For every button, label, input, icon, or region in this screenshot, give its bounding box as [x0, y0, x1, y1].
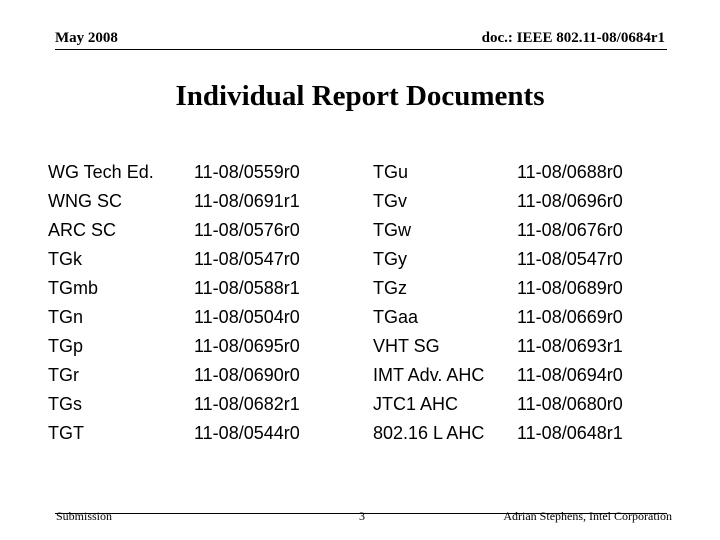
- document-number: 11-08/0691r1: [194, 191, 300, 211]
- group-label: TGaa: [373, 307, 419, 327]
- group-label: ARC SC: [48, 220, 117, 240]
- document-number: 11-08/0576r0: [194, 220, 300, 240]
- document-number: 11-08/0588r1: [194, 278, 300, 298]
- footer-author: Adrian Stephens, Intel Corporation: [503, 509, 672, 523]
- document-number: 11-08/0693r1: [517, 336, 623, 356]
- document-number: 11-08/0695r0: [194, 336, 300, 356]
- document-number: 11-08/0676r0: [517, 220, 623, 240]
- right-groups-list: [373, 158, 484, 448]
- group-label: TGv: [373, 191, 407, 211]
- group-label: TGu: [373, 162, 409, 182]
- document-number: 11-08/0682r1: [194, 394, 300, 414]
- document-number: 11-08/0694r0: [517, 365, 623, 385]
- document-number: 11-08/0669r0: [517, 307, 623, 327]
- group-label: 802.16 L AHC: [373, 423, 485, 443]
- document-number: 11-08/0690r0: [194, 365, 300, 385]
- document-number: 11-08/0504r0: [194, 307, 300, 327]
- document-number: 11-08/0559r0: [194, 162, 300, 182]
- group-label: VHT SG: [373, 336, 440, 356]
- group-label: TGy: [373, 249, 407, 269]
- header-doc-id: doc.: IEEE 802.11-08/0684r1: [481, 30, 665, 46]
- document-number: 11-08/0547r0: [517, 249, 623, 269]
- group-label: IMT Adv. AHC: [373, 365, 485, 385]
- group-label: TGn: [48, 307, 84, 327]
- document-number: 11-08/0547r0: [194, 249, 300, 269]
- document-number: 11-08/0648r1: [517, 423, 623, 443]
- document-number: 11-08/0544r0: [194, 423, 300, 443]
- page-number: 3: [359, 509, 365, 523]
- group-label: JTC1 AHC: [373, 394, 459, 414]
- document-number: 11-08/0696r0: [517, 191, 623, 211]
- group-label: WNG SC: [48, 191, 122, 211]
- document-number: 11-08/0680r0: [517, 394, 623, 414]
- right-docs-list: [517, 158, 623, 448]
- group-label: TGs: [48, 394, 82, 414]
- group-label: TGw: [373, 220, 411, 240]
- group-label: TGmb: [48, 278, 99, 298]
- footer-submission: Submission: [56, 509, 113, 523]
- header-divider: [55, 49, 667, 50]
- group-label: TGr: [48, 365, 79, 385]
- group-label: TGp: [48, 336, 84, 356]
- group-label: TGk: [48, 249, 82, 269]
- group-label: TGT: [48, 423, 84, 443]
- slide-title: Individual Report Documents: [175, 80, 545, 112]
- left-groups-list: [48, 158, 154, 448]
- header-date: May 2008: [55, 30, 118, 46]
- group-label: TGz: [373, 278, 407, 298]
- document-number: 11-08/0688r0: [517, 162, 623, 182]
- document-number: 11-08/0689r0: [517, 278, 623, 298]
- group-label: WG Tech Ed.: [48, 162, 154, 182]
- left-docs-list: [194, 158, 300, 448]
